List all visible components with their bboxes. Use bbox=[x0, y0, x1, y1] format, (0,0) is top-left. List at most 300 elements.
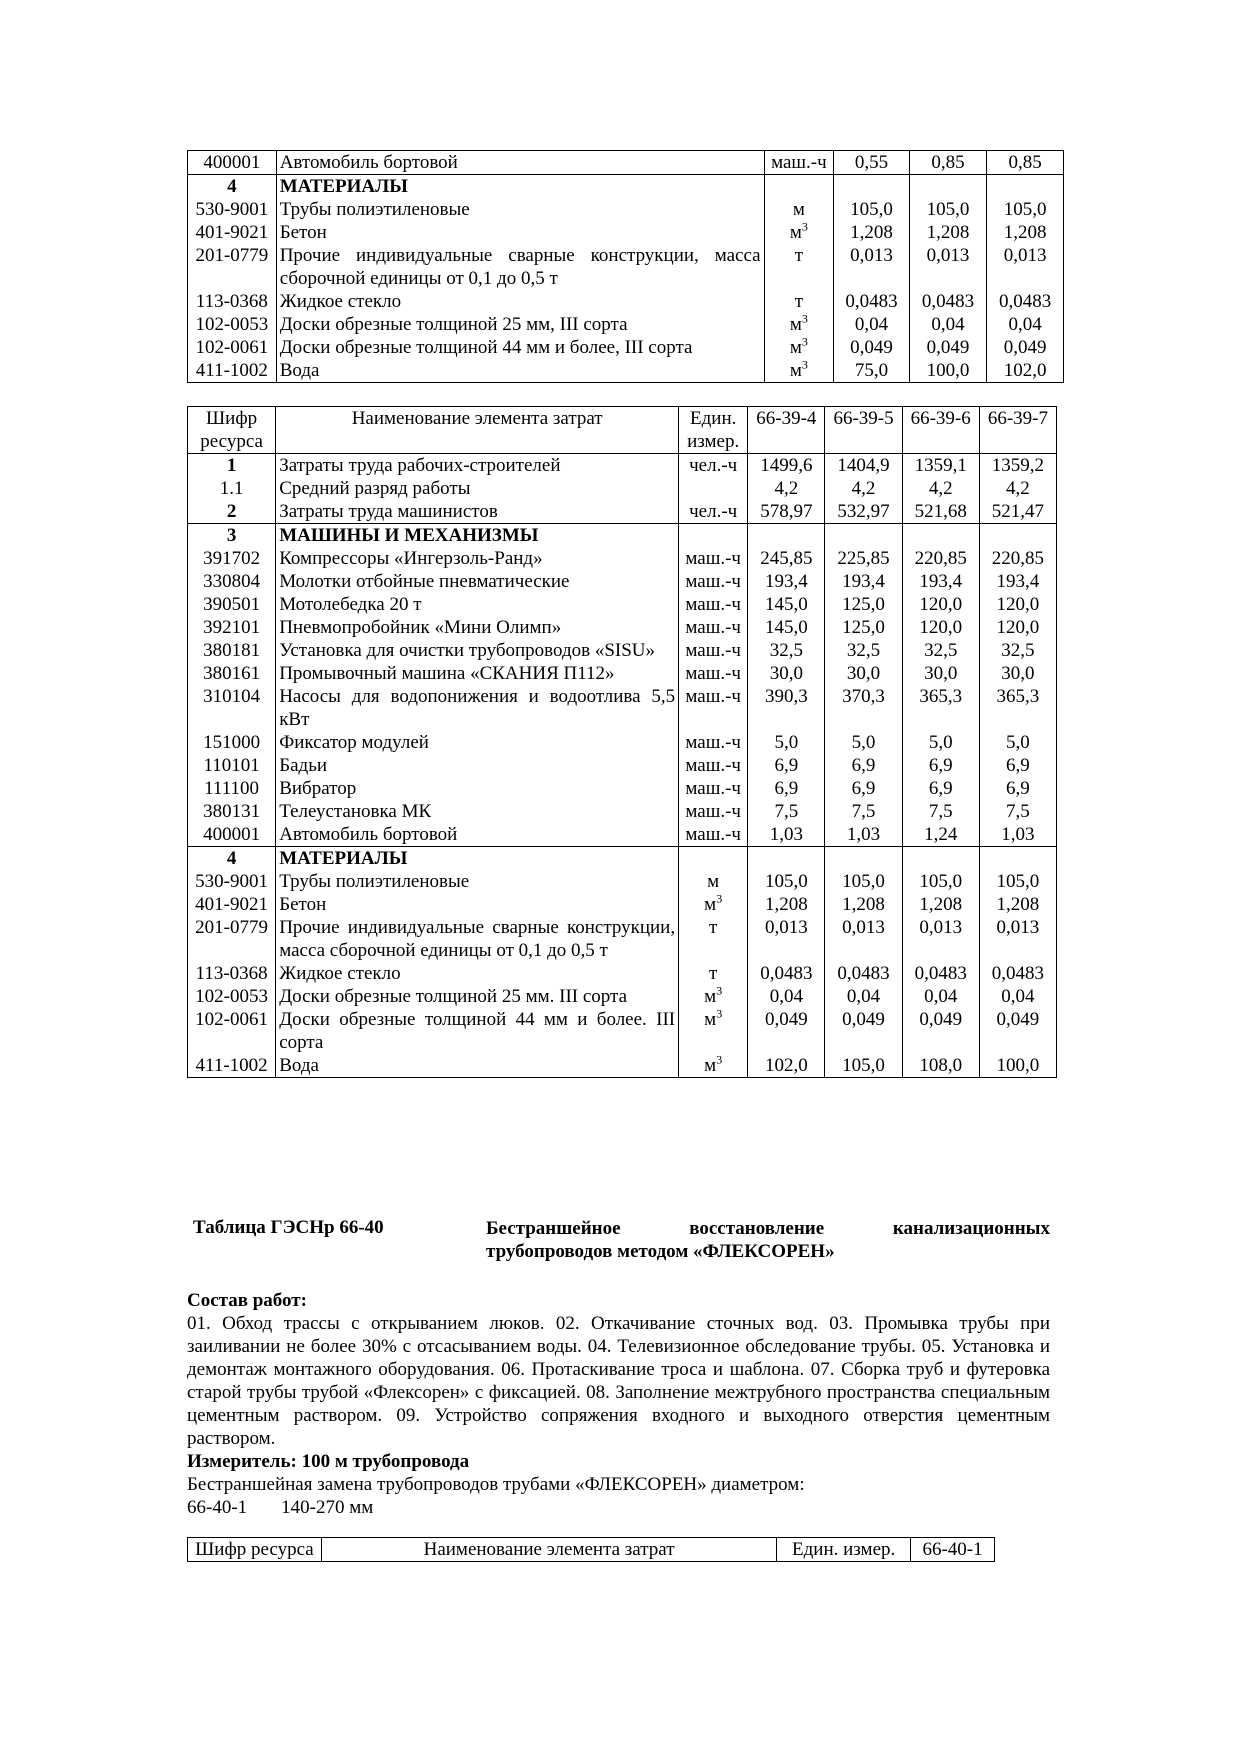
resource-unit bbox=[679, 870, 748, 893]
resource-code: 4 bbox=[188, 175, 277, 199]
replace-text: Бестраншейная замена трубопроводов трубами «ФЛЕКСОРЕН» диаметром: bbox=[187, 1474, 805, 1495]
value-cell: 4,2 bbox=[979, 477, 1056, 500]
resource-name: Насосы для водопонижения и водоотлива 5,5 кВт bbox=[276, 685, 679, 731]
table-label: Таблица ГЭСНр 66-40 bbox=[193, 1217, 384, 1238]
table-row bbox=[188, 616, 1057, 639]
resource-code: 1 bbox=[188, 454, 276, 478]
value-cell: 100,0 bbox=[979, 1054, 1056, 1078]
resource-name: Бетон bbox=[276, 221, 764, 244]
value-cell: 102,0 bbox=[987, 359, 1064, 383]
resource-name: Вода bbox=[276, 1054, 679, 1078]
unit-superscript: 3 bbox=[801, 357, 808, 372]
resource-unit bbox=[679, 593, 748, 616]
table-row bbox=[188, 477, 1057, 500]
resource-name: Прочие индивидуальные сварные конструкции, масса сборочной единицы от 0,1 до 0,5 т bbox=[276, 244, 764, 290]
resource-name: Вода bbox=[276, 359, 764, 383]
resource-unit bbox=[679, 570, 748, 593]
table-row bbox=[188, 570, 1057, 593]
resource-unit bbox=[679, 454, 748, 478]
resource-name: Трубы полиэтиленовые bbox=[276, 198, 764, 221]
table-row bbox=[188, 1008, 1057, 1054]
table-row bbox=[188, 847, 1057, 871]
resource-name: Установка для очистки трубопроводов «SISU» bbox=[276, 639, 679, 662]
table-row bbox=[188, 593, 1057, 616]
resource-name: Вибратор bbox=[276, 777, 679, 800]
resource-name: Доски обрезные толщиной 25 мм. III сорта bbox=[276, 985, 679, 1008]
value-cell: 5,0 bbox=[825, 731, 902, 754]
unit-text: маш.-ч bbox=[685, 594, 741, 615]
resource-name: Жидкое стекло bbox=[276, 290, 764, 313]
resource-code: 530-9001 bbox=[188, 198, 277, 221]
table-row bbox=[188, 454, 1057, 478]
table-row bbox=[188, 916, 1057, 962]
header-code: Шифр ресурса bbox=[188, 1538, 322, 1562]
resource-code: 151000 bbox=[188, 731, 276, 754]
unit-text: чел.-ч bbox=[689, 455, 738, 476]
unit-text: маш.-ч bbox=[685, 686, 741, 707]
resource-name: Средний разряд работы bbox=[276, 477, 679, 500]
resource-unit bbox=[679, 500, 748, 524]
value-cell: 30,0 bbox=[902, 662, 979, 685]
value-cell: 193,4 bbox=[979, 570, 1056, 593]
header-col-2: 66-39-5 bbox=[825, 407, 902, 454]
table-row bbox=[188, 639, 1057, 662]
resource-unit bbox=[679, 985, 748, 1008]
resource-unit bbox=[764, 290, 834, 313]
resource-unit bbox=[679, 1008, 748, 1054]
resources-table-66-40 bbox=[187, 1537, 995, 1562]
resource-code: 411-1002 bbox=[188, 1054, 276, 1078]
resource-unit bbox=[679, 524, 748, 548]
value-cell: 1,03 bbox=[748, 823, 825, 847]
value-cell: 0,55 bbox=[834, 151, 910, 175]
value-cell bbox=[979, 524, 1056, 548]
resource-code: 310104 bbox=[188, 685, 276, 731]
resource-code: 400001 bbox=[188, 823, 276, 847]
resource-name: Автомобиль бортовой bbox=[276, 151, 764, 175]
value-cell: 1,208 bbox=[979, 893, 1056, 916]
header-name: Наименование элемента затрат bbox=[321, 1538, 776, 1562]
table-row bbox=[188, 244, 1064, 290]
resource-unit bbox=[679, 477, 748, 500]
table-row bbox=[188, 336, 1064, 359]
table-row bbox=[188, 777, 1057, 800]
resource-unit bbox=[764, 175, 834, 199]
unit-text: т bbox=[709, 917, 718, 938]
unit-text: м bbox=[792, 199, 805, 220]
unit-text: маш.-ч bbox=[771, 152, 827, 173]
unit-text: м bbox=[707, 871, 720, 892]
value-cell: 0,0483 bbox=[909, 290, 987, 313]
value-cell: 0,049 bbox=[834, 336, 910, 359]
value-cell bbox=[748, 847, 825, 871]
table-row bbox=[188, 547, 1057, 570]
value-cell: 30,0 bbox=[748, 662, 825, 685]
value-cell: 105,0 bbox=[987, 198, 1064, 221]
unit-text: м bbox=[704, 894, 717, 915]
value-cell: 6,9 bbox=[902, 777, 979, 800]
resource-unit bbox=[679, 662, 748, 685]
unit-superscript: 3 bbox=[716, 891, 723, 906]
resource-code: 1.1 bbox=[188, 477, 276, 500]
value-cell: 5,0 bbox=[748, 731, 825, 754]
table-row bbox=[188, 175, 1064, 199]
value-cell: 1,24 bbox=[902, 823, 979, 847]
value-cell: 4,2 bbox=[825, 477, 902, 500]
table-row bbox=[188, 524, 1057, 548]
value-cell: 0,04 bbox=[909, 313, 987, 336]
table-row bbox=[188, 800, 1057, 823]
resource-code: 411-1002 bbox=[188, 359, 277, 383]
resource-unit bbox=[764, 359, 834, 383]
resource-name: Затраты труда рабочих-строителей bbox=[276, 454, 679, 478]
value-cell: 6,9 bbox=[748, 777, 825, 800]
resource-unit bbox=[679, 616, 748, 639]
unit-text: т bbox=[794, 291, 804, 312]
resource-code: 111100 bbox=[188, 777, 276, 800]
resource-code: 392101 bbox=[188, 616, 276, 639]
value-cell: 1359,1 bbox=[902, 454, 979, 478]
resource-name: Пневмопробойник «Мини Олимп» bbox=[276, 616, 679, 639]
value-cell: 245,85 bbox=[748, 547, 825, 570]
resource-code: 201-0779 bbox=[188, 244, 277, 290]
resource-name: Компрессоры «Ингерзоль-Ранд» bbox=[276, 547, 679, 570]
value-cell: 0,04 bbox=[748, 985, 825, 1008]
header-col-1: 66-39-4 bbox=[748, 407, 825, 454]
resource-code: 2 bbox=[188, 500, 276, 524]
value-cell: 120,0 bbox=[902, 616, 979, 639]
resource-unit bbox=[679, 962, 748, 985]
value-cell: 105,0 bbox=[748, 870, 825, 893]
resource-name: Бадьи bbox=[276, 754, 679, 777]
value-cell: 6,9 bbox=[825, 777, 902, 800]
value-cell: 0,0483 bbox=[902, 962, 979, 985]
unit-text: маш.-ч bbox=[685, 801, 741, 822]
value-cell: 532,97 bbox=[825, 500, 902, 524]
value-cell: 0,013 bbox=[834, 244, 910, 290]
unit-text: м bbox=[789, 337, 802, 358]
value-cell: 0,04 bbox=[834, 313, 910, 336]
resource-name: Мотолебедка 20 т bbox=[276, 593, 679, 616]
value-cell: 7,5 bbox=[902, 800, 979, 823]
value-cell bbox=[834, 175, 910, 199]
value-cell: 1,208 bbox=[909, 221, 987, 244]
value-cell: 193,4 bbox=[748, 570, 825, 593]
resource-unit bbox=[679, 777, 748, 800]
unit-superscript: 3 bbox=[801, 334, 808, 349]
value-cell: 0,0483 bbox=[834, 290, 910, 313]
value-cell: 193,4 bbox=[825, 570, 902, 593]
table-row bbox=[188, 1054, 1057, 1078]
resource-name: Доски обрезные толщиной 44 мм и более, III сорта bbox=[276, 336, 764, 359]
value-cell: 365,3 bbox=[979, 685, 1056, 731]
value-cell: 6,9 bbox=[979, 777, 1056, 800]
resource-code: 102-0053 bbox=[188, 985, 276, 1008]
value-cell: 0,049 bbox=[979, 1008, 1056, 1054]
value-cell: 521,47 bbox=[979, 500, 1056, 524]
value-cell: 1,03 bbox=[825, 823, 902, 847]
resource-name: Промывочный машина «СКАНИЯ П112» bbox=[276, 662, 679, 685]
table-row bbox=[188, 221, 1064, 244]
resource-name: Фиксатор модулей bbox=[276, 731, 679, 754]
unit-text: м bbox=[704, 1055, 717, 1076]
unit-text: маш.-ч bbox=[685, 548, 741, 569]
value-cell: 120,0 bbox=[979, 593, 1056, 616]
value-cell: 7,5 bbox=[825, 800, 902, 823]
value-cell bbox=[902, 524, 979, 548]
resource-name: Телеустановка МК bbox=[276, 800, 679, 823]
resource-code: 201-0779 bbox=[188, 916, 276, 962]
value-cell: 32,5 bbox=[825, 639, 902, 662]
resource-name: Молотки отбойные пневматические bbox=[276, 570, 679, 593]
resource-unit bbox=[679, 893, 748, 916]
value-cell: 0,049 bbox=[909, 336, 987, 359]
value-cell: 521,68 bbox=[902, 500, 979, 524]
table-row bbox=[188, 985, 1057, 1008]
value-cell: 0,013 bbox=[979, 916, 1056, 962]
value-cell: 0,013 bbox=[825, 916, 902, 962]
value-cell: 1,03 bbox=[979, 823, 1056, 847]
value-cell: 0,0483 bbox=[987, 290, 1064, 313]
value-cell: 0,0483 bbox=[979, 962, 1056, 985]
resource-code: 400001 bbox=[188, 151, 277, 175]
resource-code: 113-0368 bbox=[188, 962, 276, 985]
unit-text: м bbox=[789, 314, 802, 335]
table-row bbox=[188, 870, 1057, 893]
resource-name: МАТЕРИАЛЫ bbox=[276, 175, 764, 199]
table-row bbox=[188, 662, 1057, 685]
item-code: 66-40-1 bbox=[187, 1497, 248, 1518]
unit-superscript: 3 bbox=[801, 219, 808, 234]
unit-text: м bbox=[704, 1009, 717, 1030]
header-col-4: 66-39-7 bbox=[979, 407, 1056, 454]
value-cell bbox=[825, 524, 902, 548]
table-header-row bbox=[188, 1538, 995, 1562]
value-cell: 105,0 bbox=[902, 870, 979, 893]
resource-unit bbox=[679, 800, 748, 823]
value-cell: 7,5 bbox=[748, 800, 825, 823]
header-name: Наименование элемента затрат bbox=[276, 407, 679, 454]
value-cell: 0,04 bbox=[979, 985, 1056, 1008]
value-cell: 1499,6 bbox=[748, 454, 825, 478]
value-cell: 102,0 bbox=[748, 1054, 825, 1078]
item-line bbox=[187, 1496, 1050, 1519]
resource-code: 391702 bbox=[188, 547, 276, 570]
value-cell: 125,0 bbox=[825, 616, 902, 639]
value-cell: 220,85 bbox=[902, 547, 979, 570]
value-cell: 0,04 bbox=[987, 313, 1064, 336]
item-desc: 140-270 мм bbox=[281, 1497, 374, 1518]
resource-code: 530-9001 bbox=[188, 870, 276, 893]
resource-name: Трубы полиэтиленовые bbox=[276, 870, 679, 893]
resource-code: 390501 bbox=[188, 593, 276, 616]
value-cell: 4,2 bbox=[748, 477, 825, 500]
table-row bbox=[188, 893, 1057, 916]
value-cell: 0,013 bbox=[902, 916, 979, 962]
table-title: Бестраншейное восстановление канализационных трубопроводов методом «ФЛЕКСОРЕН» bbox=[486, 1218, 1050, 1262]
header-unit: Един. измер. bbox=[777, 1538, 911, 1562]
resource-code: 102-0053 bbox=[188, 313, 277, 336]
value-cell: 4,2 bbox=[902, 477, 979, 500]
resource-code: 330804 bbox=[188, 570, 276, 593]
value-cell: 0,013 bbox=[748, 916, 825, 962]
unit-text: м bbox=[789, 360, 802, 381]
table-row bbox=[188, 754, 1057, 777]
resource-code: 380131 bbox=[188, 800, 276, 823]
value-cell: 5,0 bbox=[902, 731, 979, 754]
value-cell: 32,5 bbox=[979, 639, 1056, 662]
unit-text: т bbox=[709, 963, 718, 984]
value-cell: 108,0 bbox=[902, 1054, 979, 1078]
table-header-row bbox=[188, 407, 1057, 454]
unit-text: маш.-ч bbox=[685, 663, 741, 684]
value-cell: 105,0 bbox=[909, 198, 987, 221]
value-cell: 1404,9 bbox=[825, 454, 902, 478]
value-cell: 6,9 bbox=[748, 754, 825, 777]
table-row bbox=[188, 198, 1064, 221]
value-cell: 120,0 bbox=[979, 616, 1056, 639]
resource-code: 113-0368 bbox=[188, 290, 277, 313]
resource-unit bbox=[764, 336, 834, 359]
value-cell bbox=[979, 847, 1056, 871]
resource-unit bbox=[679, 916, 748, 962]
resource-unit bbox=[764, 198, 834, 221]
resource-name: Затраты труда машинистов bbox=[276, 500, 679, 524]
value-cell bbox=[825, 847, 902, 871]
resource-name: МАШИНЫ И МЕХАНИЗМЫ bbox=[276, 524, 679, 548]
value-cell: 0,049 bbox=[825, 1008, 902, 1054]
value-cell: 0,013 bbox=[909, 244, 987, 290]
header-col-3: 66-39-6 bbox=[902, 407, 979, 454]
value-cell: 6,9 bbox=[825, 754, 902, 777]
value-cell: 370,3 bbox=[825, 685, 902, 731]
unit-text: маш.-ч bbox=[685, 571, 741, 592]
value-cell: 75,0 bbox=[834, 359, 910, 383]
resource-name: Доски обрезные толщиной 25 мм, III сорта bbox=[276, 313, 764, 336]
value-cell bbox=[902, 847, 979, 871]
unit-text: маш.-ч bbox=[685, 778, 741, 799]
unit-text: м bbox=[704, 986, 717, 1007]
resources-table-66-39 bbox=[187, 406, 1057, 1078]
value-cell: 6,9 bbox=[902, 754, 979, 777]
resource-unit bbox=[764, 244, 834, 290]
value-cell: 7,5 bbox=[979, 800, 1056, 823]
value-cell: 125,0 bbox=[825, 593, 902, 616]
unit-superscript: 3 bbox=[716, 1006, 723, 1021]
resource-name: Автомобиль бортовой bbox=[276, 823, 679, 847]
value-cell: 32,5 bbox=[902, 639, 979, 662]
resource-unit bbox=[679, 823, 748, 847]
value-cell: 145,0 bbox=[748, 593, 825, 616]
value-cell: 0,85 bbox=[909, 151, 987, 175]
table-row bbox=[188, 151, 1064, 175]
value-cell: 145,0 bbox=[748, 616, 825, 639]
resource-unit bbox=[679, 1054, 748, 1078]
value-cell: 0,85 bbox=[987, 151, 1064, 175]
header-code: Шифр ресурса bbox=[188, 407, 276, 454]
value-cell: 220,85 bbox=[979, 547, 1056, 570]
table-row bbox=[188, 500, 1057, 524]
value-cell bbox=[909, 175, 987, 199]
table-row bbox=[188, 731, 1057, 754]
value-cell: 225,85 bbox=[825, 547, 902, 570]
value-cell: 105,0 bbox=[834, 198, 910, 221]
resource-code: 380161 bbox=[188, 662, 276, 685]
value-cell: 1,208 bbox=[748, 893, 825, 916]
resource-code: 401-9021 bbox=[188, 893, 276, 916]
table-row bbox=[188, 359, 1064, 383]
value-cell: 105,0 bbox=[825, 1054, 902, 1078]
value-cell: 1,208 bbox=[902, 893, 979, 916]
value-cell: 0,049 bbox=[987, 336, 1064, 359]
value-cell: 1,208 bbox=[834, 221, 910, 244]
unit-text: маш.-ч bbox=[685, 732, 741, 753]
resource-unit bbox=[764, 221, 834, 244]
header-unit: Един. измер. bbox=[679, 407, 748, 454]
table-row bbox=[188, 313, 1064, 336]
table-row bbox=[188, 823, 1057, 847]
value-cell: 0,013 bbox=[987, 244, 1064, 290]
value-cell: 100,0 bbox=[909, 359, 987, 383]
resource-unit bbox=[679, 639, 748, 662]
unit-superscript: 3 bbox=[716, 983, 723, 998]
works-text: 01. Обход трассы с открыванием люков. 02. Откачивание сточных вод. 03. Промывка трубы при заиливании не более 30% с отсасыванием воды. 04. Телевизионное обследование трубы. 05. Установка и демонтаж монтажного оборудования. 06. Протаскивание троса и шаблона. 07. Сборка труб и футеровка старой трубы трубой «Флексорен» с фиксацией. 08. Заполнение межтрубного пространства специальным цементным раствором. 09. Устройство сопряжения входного и выходного отверстия цементным раствором. bbox=[187, 1313, 1050, 1449]
table-row bbox=[188, 290, 1064, 313]
resource-unit bbox=[679, 731, 748, 754]
unit-superscript: 3 bbox=[716, 1052, 723, 1067]
resource-code: 401-9021 bbox=[188, 221, 277, 244]
resource-code: 3 bbox=[188, 524, 276, 548]
resource-code: 102-0061 bbox=[188, 336, 277, 359]
meter-text: Измеритель: 100 м трубопровода bbox=[187, 1451, 470, 1472]
unit-text: маш.-ч bbox=[685, 640, 741, 661]
resource-unit bbox=[764, 151, 834, 175]
value-cell: 1,208 bbox=[987, 221, 1064, 244]
value-cell: 1,208 bbox=[825, 893, 902, 916]
value-cell: 30,0 bbox=[825, 662, 902, 685]
unit-text: т bbox=[794, 245, 804, 266]
value-cell: 0,04 bbox=[825, 985, 902, 1008]
value-cell: 105,0 bbox=[979, 870, 1056, 893]
unit-text: чел.-ч bbox=[689, 501, 738, 522]
value-cell: 578,97 bbox=[748, 500, 825, 524]
value-cell: 6,9 bbox=[979, 754, 1056, 777]
value-cell bbox=[987, 175, 1064, 199]
value-cell: 32,5 bbox=[748, 639, 825, 662]
resource-code: 110101 bbox=[188, 754, 276, 777]
unit-text: маш.-ч bbox=[685, 755, 741, 776]
resource-name: Бетон bbox=[276, 893, 679, 916]
table-row bbox=[188, 962, 1057, 985]
works-heading: Состав работ: bbox=[187, 1290, 307, 1311]
value-cell bbox=[748, 524, 825, 548]
value-cell: 120,0 bbox=[902, 593, 979, 616]
value-cell: 1359,2 bbox=[979, 454, 1056, 478]
unit-text: маш.-ч bbox=[685, 617, 741, 638]
unit-superscript: 3 bbox=[801, 311, 808, 326]
resource-name: МАТЕРИАЛЫ bbox=[276, 847, 679, 871]
resource-name: Жидкое стекло bbox=[276, 962, 679, 985]
value-cell: 0,0483 bbox=[748, 962, 825, 985]
value-cell: 193,4 bbox=[902, 570, 979, 593]
value-cell: 390,3 bbox=[748, 685, 825, 731]
resource-unit bbox=[764, 313, 834, 336]
value-cell: 0,049 bbox=[748, 1008, 825, 1054]
unit-text: маш.-ч bbox=[685, 824, 741, 845]
resource-code: 102-0061 bbox=[188, 1008, 276, 1054]
table-row bbox=[188, 685, 1057, 731]
value-cell: 105,0 bbox=[825, 870, 902, 893]
